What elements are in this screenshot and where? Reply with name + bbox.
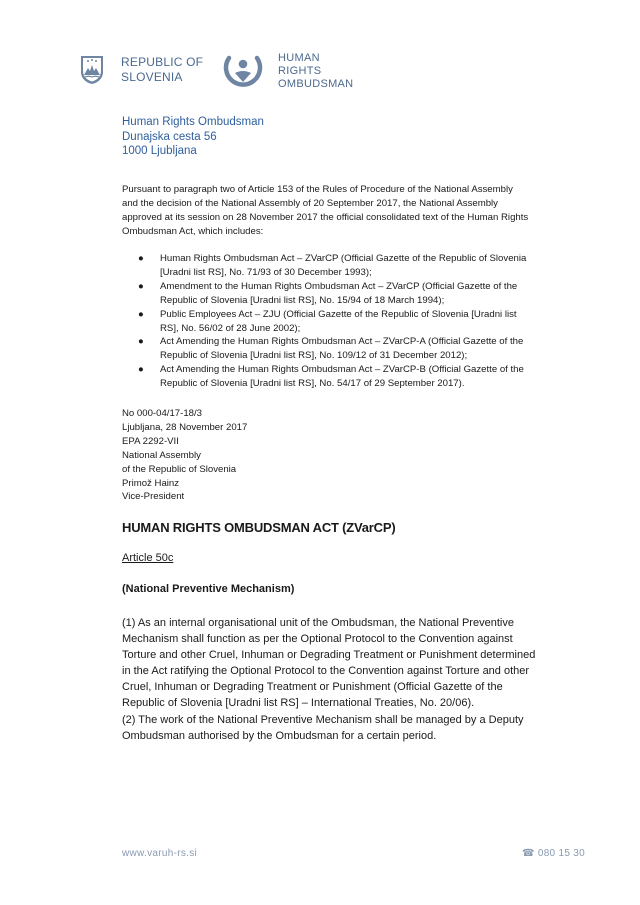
bullet-icon: ●	[138, 308, 144, 320]
address-line: Dunajska cesta 56	[122, 130, 217, 143]
recipient-address	[122, 115, 264, 159]
included-acts-list	[122, 252, 582, 391]
article-paragraph-2: (2) The work of the National Preventive Mechanism shall be managed by a Deputy Ombudsman authorised by the Ombudsman for a certain period.	[122, 713, 524, 742]
list-item: ● Public Employees Act – ZJU (Official Gazette of the Republic of Slovenia [Uradni list RS], No. 56/02 of 28 June 2002);	[138, 308, 517, 334]
footer-phone: ☎ 080 15 30	[522, 848, 586, 859]
bullet-icon: ●	[138, 336, 144, 348]
bullet-icon: ●	[138, 253, 144, 264]
address-line: 1000 Ljubljana	[122, 145, 197, 157]
article-body	[122, 615, 580, 744]
signature-block: No 000-04/17-18/3 Ljubljana, 28 November 2017 EPA 2292-VII National Assembly of the Republic of Slovenia Primož Hainz Vice-President	[122, 408, 248, 503]
slovenia-coat-of-arms-icon	[80, 55, 104, 85]
footer-website: www.varuh-rs.si	[122, 848, 198, 859]
bullet-icon: ●	[138, 280, 144, 292]
list-item: ● Act Amending the Human Rights Ombudsman Act – ZVarCP-B (Official Gazette of the Republic of Slovenia [Uradni list RS], No. 54/17 of 29 September 2017).	[138, 364, 524, 390]
list-item: ● Act Amending the Human Rights Ombudsman Act – ZVarCP-A (Official Gazette of the Republic of Slovenia [Uradni list RS], No. 109/12 of 31 December 2012);	[138, 336, 524, 362]
slovenia-logo-text: REPUBLIC OF SLOVENIA	[121, 55, 204, 84]
ombudsman-logo-text: HUMAN RIGHTS OMBUDSMAN	[278, 52, 354, 90]
act-title: HUMAN RIGHTS OMBUDSMAN ACT (ZVarCP)	[122, 520, 396, 535]
preamble-paragraph: Pursuant to paragraph two of Article 153 of the Rules of Procedure of the National Assembly and the decision of the National Assembly of 20 September 2017, the National Assembly approved at its session on 28 November 2017 the official consolidated text of the Human Rights Ombudsman Act, which includes:	[122, 184, 529, 237]
article-paragraph-1: (1) As an internal organisational unit of the Ombudsman, the National Preventive Mechanism shall function as per the Optional Protocol to the Convention against Torture and other Cruel, Inhuman or Degrading Treatment or Punishment determined in the Act ratifying the Optional Protocol to the Convention against Torture and other Cruel, Inhuman or Degrading Treatment or Punishment (Official Gazette of the Republic of Slovenia [Uradni list RS] – International Treaties, No. 20/06).	[122, 617, 536, 710]
address-line: Human Rights Ombudsman	[122, 116, 264, 128]
article-heading: (National Preventive Mechanism)	[122, 583, 295, 595]
article-number: Article 50c	[122, 552, 174, 564]
ombudsman-logo-icon	[221, 49, 265, 93]
list-item: ● Amendment to the Human Rights Ombudsman Act – ZVarCP (Official Gazette of the Republic of Slovenia [Uradni list RS], No. 15/94 of 18 March 1994);	[138, 280, 518, 306]
list-item: ● Human Rights Ombudsman Act – ZVarCP (Official Gazette of the Republic of Slovenia [Uradni list RS], No. 71/93 of 30 December 1993);	[138, 253, 527, 278]
bullet-icon: ●	[138, 364, 144, 376]
